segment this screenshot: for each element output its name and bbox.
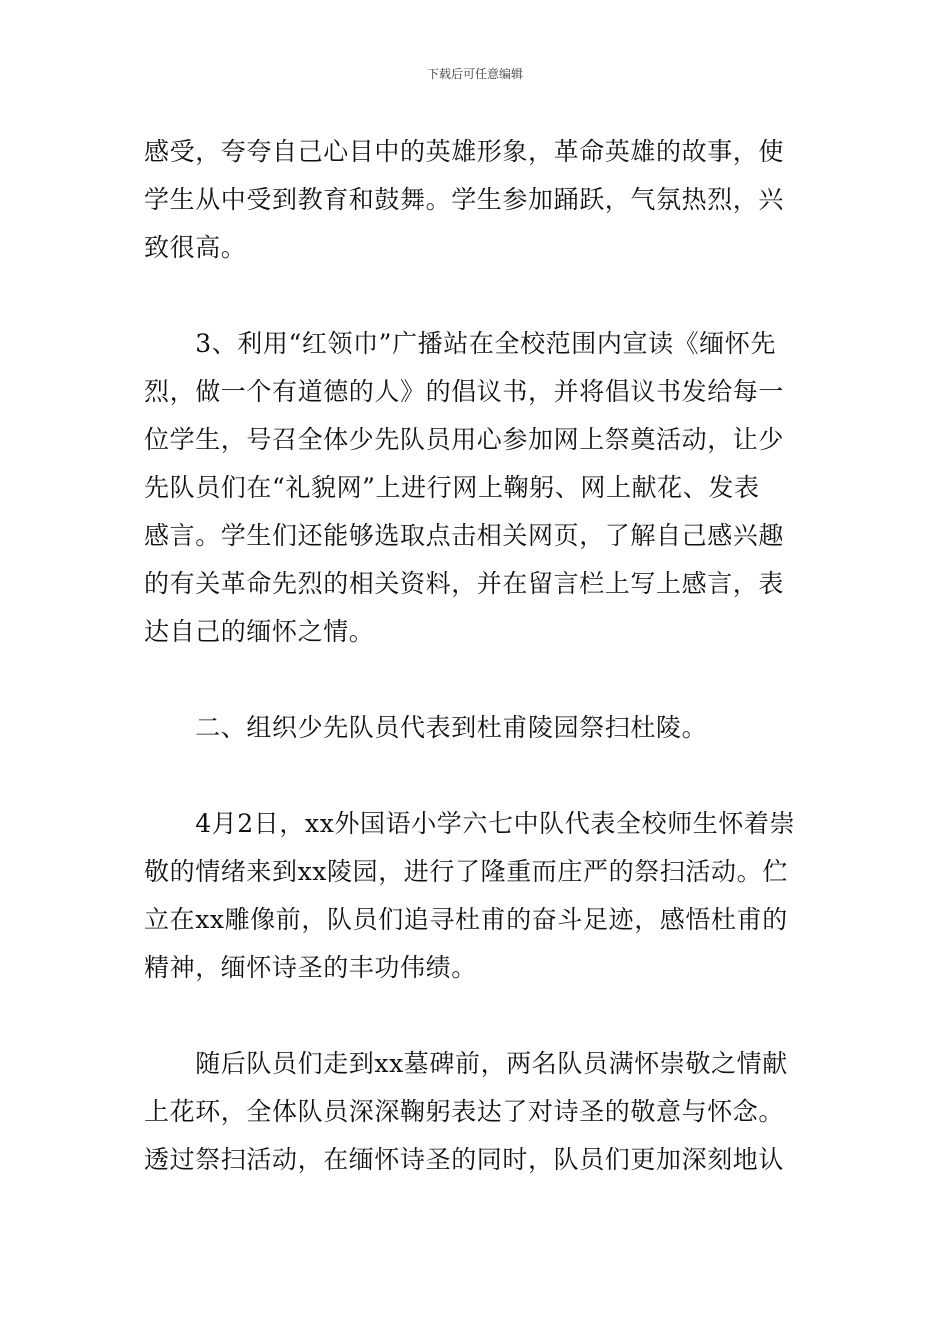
text-line: 先队员们在“礼貌网”上进行网上鞠躬、网上献花、发表 <box>144 473 760 502</box>
paragraph-april-2 <box>144 800 808 992</box>
text-line: 敬的情绪来到xx陵园，进行了隆重而庄严的祭扫活动。伫 <box>144 857 788 886</box>
section-heading-2 <box>144 704 808 752</box>
paragraph-spacer <box>144 752 808 800</box>
text-line: 3、利用“红领巾”广播站在全校范围内宣读《缅怀先 <box>144 329 777 358</box>
text-line: 致很高。 <box>144 233 247 262</box>
text-line: 随后队员们走到xx墓碑前，两名队员满怀崇敬之情献 <box>144 1049 788 1078</box>
document-body <box>144 128 808 1184</box>
text-line: 立在xx雕像前，队员们追寻杜甫的奋斗足迹，感悟杜甫的 <box>144 905 788 934</box>
text-line: 的有关革命先烈的相关资料，并在留言栏上写上感言，表 <box>144 569 785 598</box>
page-header-note: 下载后可任意编辑 <box>426 67 523 81</box>
paragraph-spacer <box>144 992 808 1040</box>
text-line: 学生从中受到教育和鼓舞。学生参加踊跃，气氛热烈，兴 <box>144 185 785 214</box>
text-line: 感言。学生们还能够选取点击相关网页，了解自己感兴趣 <box>144 521 785 550</box>
text-line: 达自己的缅怀之情。 <box>144 617 375 646</box>
paragraph-spacer <box>144 272 808 320</box>
paragraph-tomb-visit <box>144 1040 808 1184</box>
text-line: 位学生，号召全体少先队员用心参加网上祭奠活动，让少 <box>144 425 785 454</box>
text-line: 透过祭扫活动，在缅怀诗圣的同时，队员们更加深刻地认 <box>144 1145 785 1174</box>
text-line: 上花环，全体队员深深鞠躬表达了对诗圣的敬意与怀念。 <box>144 1097 785 1126</box>
text-line: 精神，缅怀诗圣的丰功伟绩。 <box>144 953 477 982</box>
paragraph-item-3 <box>144 320 808 656</box>
text-line: 二、组织少先队员代表到杜甫陵园祭扫杜陵。 <box>144 713 708 742</box>
text-line: 感受，夸夸自己心目中的英雄形象，革命英雄的故事，使 <box>144 137 785 166</box>
text-line: 4月2日，xx外国语小学六七中队代表全校师生怀着崇 <box>144 809 796 838</box>
paragraph-intro-continued <box>144 128 808 272</box>
paragraph-spacer <box>144 656 808 704</box>
text-line: 烈，做一个有道德的人》的倡议书，并将倡议书发给每一 <box>144 377 785 406</box>
